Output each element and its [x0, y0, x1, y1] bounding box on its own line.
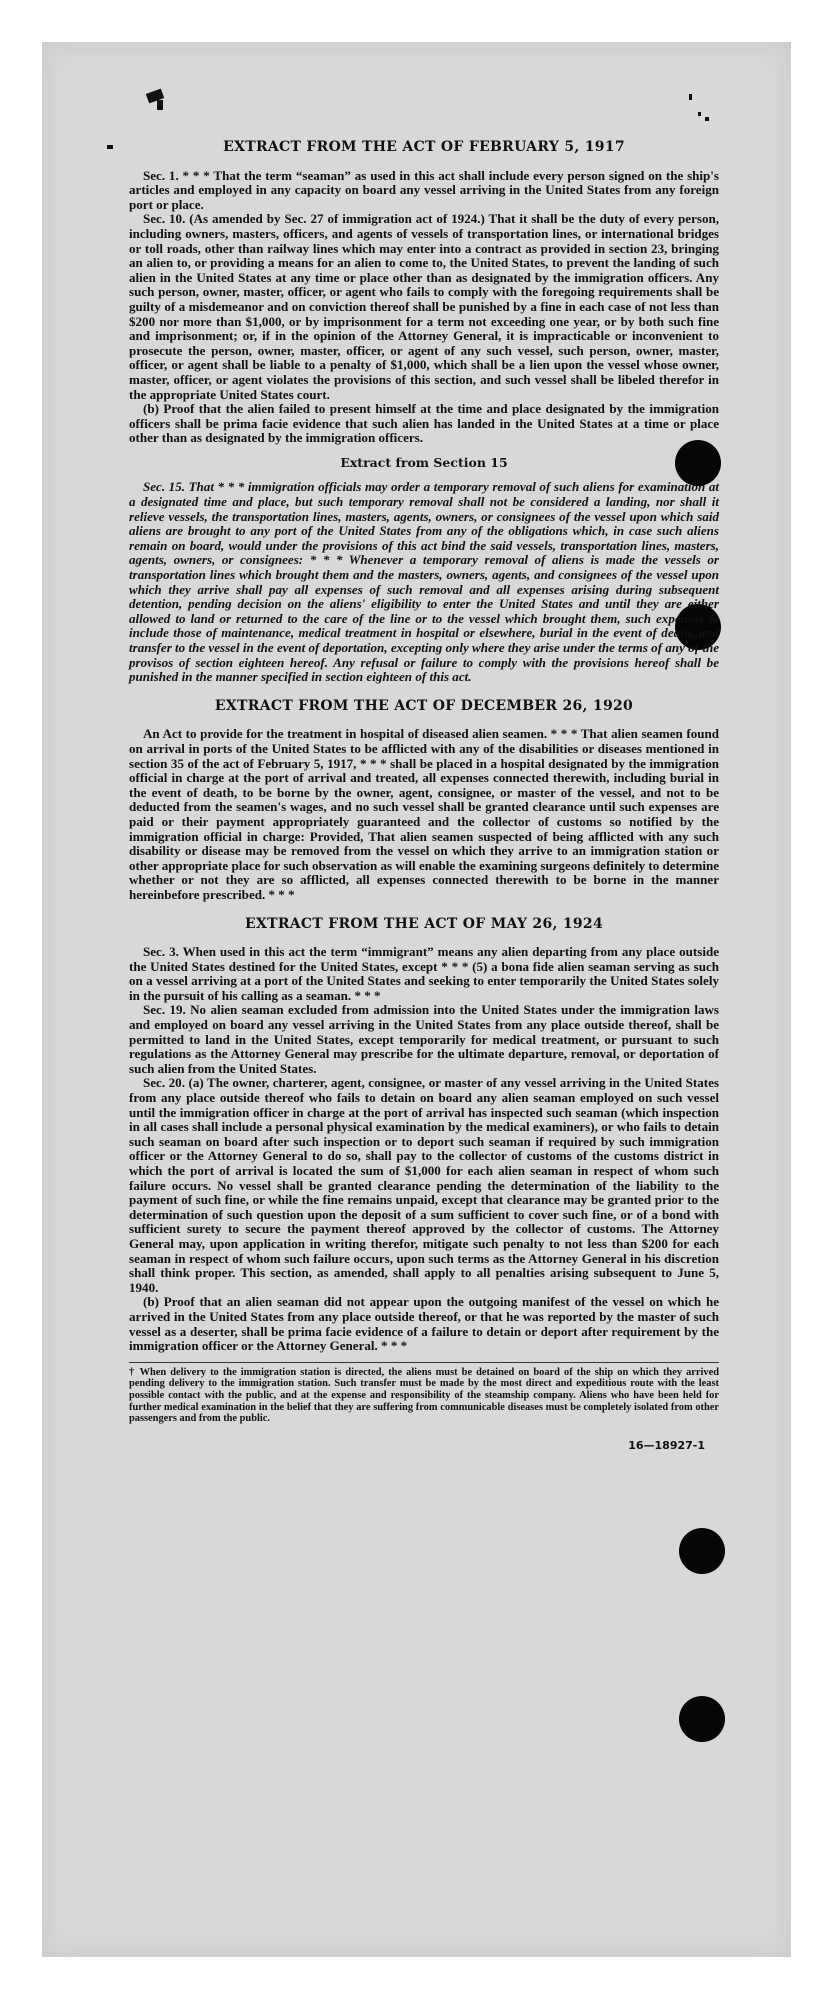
paragraph-sec-10-b: (b) Proof that the alien failed to present himself at the time and place designated by the immigration officers shall be prima facie evidence that such alien has landed in the United States at a time or place other than as designated by the immigration officers.	[129, 401, 719, 446]
form-number: 16—18927-1	[628, 1438, 705, 1452]
paragraph-act-1920: An Act to provide for the treatment in hospital of diseased alien seamen. * * * That alien seamen found on arrival in ports of the United States to be afflicted with any of the disabilities or diseases mentioned in section 35 of the act of February 5, 1917, * * * shall be placed in a hospital designated by the immigration official in charge at the port of arrival and treated, all expenses connected therewith, including burial in the event of death, to be borne by the owner, agent, consignee, or master of the vessel, and not to be deducted from the seamen's wages, and no such vessel shall be granted clearance until such expenses are paid or their payment appropriately guaranteed and the collector of customs so notified by the immigration official in charge: Provided, That alien seamen suspected of being afflicted with any such disability or disease may be removed from the vessel on which they arrive to an immigration station or other appropriate place for such observation as will enable the examining surgeons definitely to determine whether or not they are so afflicted, all expenses connected therewith to be borne in the manner hereinbefore prescribed. * * *	[129, 726, 719, 902]
spacer	[129, 903, 719, 917]
document-text	[129, 140, 719, 1453]
paragraph-sec-1: Sec. 1. * * * That the term “seaman” as used in this act shall include every person signed on the ship's articles and employed in any capacity on board any vessel arriving in the United States from any foreign port or place.	[129, 167, 719, 212]
heading-section-15: Extract from Section 15	[340, 454, 508, 470]
paragraph-sec-15: Sec. 15. That * * * immigration officials may order a temporary removal of such aliens for examination at a designated time and place, but such temporary removal shall not be considered a landing, nor shall it relieve vessels, the transportation lines, masters, agents, owners, or consignees of the vessel upon which said aliens are brought to any port of the United States from any of the obligations which, in case such aliens remain on board, would under the provisions of this act bind the said vessels, transportation lines, masters, agents, owners, or consignees: * * * Whenever a temporary removal of aliens is made the vessels or transportation lines which brought them and the masters, owners, agents, and consignees of the vessel upon which they arrive shall pay all expenses of such removal and all expenses arising during subsequent detention, pending decision on the aliens' eligibility to enter the United States and until they are either allowed to land or returned to the care of the line or to the vessel which brought them, such expenses to include those of maintenance, medical treatment in hospital or elsewhere, burial in the event of death, and transfer to the vessel in the event of deportation, excepting only where they arise under the terms of any of the provisos of section eighteen hereof. Any refusal or failure to comply with the provisions hereof shall be punished in the manner specified in section eighteen of this act.	[129, 479, 719, 685]
heading-act-1920: EXTRACT FROM THE ACT OF DECEMBER 26, 1920	[214, 697, 634, 714]
heading-act-1924: EXTRACT FROM THE ACT OF MAY 26, 1924	[244, 915, 604, 932]
footnote: † When delivery to the immigration station is directed, the aliens must be detained on board of the ship on which they arrived pending delivery to the immigration station. Such transfer must be made by the most direct and expeditious route with the least possible contact with the public, and at the expense and responsibility of the steamship company. Aliens who have been held for further medical examination in the belief that they are suffering from communicable diseases must be completely isolated from other passengers and from the public.	[129, 1362, 719, 1425]
scan-mark	[689, 94, 692, 100]
punch-hole	[679, 1528, 725, 1574]
paragraph-sec-20-b: (b) Proof that an alien seaman did not appear upon the outgoing manifest of the vessel on which he arrived in the United States from any place outside thereof, or that he was reported by the master of such vessel as a deserter, shall be prima facie evidence of a failure to detain or deport after requirement by the immigration officer or the Attorney General. * * *	[129, 1294, 719, 1354]
punch-hole	[679, 1696, 725, 1742]
paragraph-sec-10: Sec. 10. (As amended by Sec. 27 of immigration act of 1924.) That it shall be the duty of every person, including owners, masters, officers, and agents of vessels of transportation lines, or international bridges or toll roads, other than railway lines which may enter into a contract as provided in section 23, bringing an alien to, or providing a means for an alien to come to, the United States, to prevent the landing of such alien in the United States at any time or place other than as designated by the immigration officers. Any such person, owner, master, officer, or agent who fails to comply with the foregoing requirements shall be guilty of a misdemeanor and on conviction thereof shall be punished by a fine in each case of not less than $200 nor more than $1,000, or by imprisonment for a term not exceeding one year, or by both such fine and imprisonment; or, if in the opinion of the Attorney General, it is impracticable or inconvenient to prosecute the person, owner, master, officer, or agent of any such vessel, such person, owner, master, officer, or agent shall be liable to a penalty of $1,000, which shall be a lien upon the vessel whose owner, master, officer, or agent violates the provisions of this section, and such vessel shall be libeled therefor in the appropriate United States court.	[129, 211, 719, 402]
spacer	[129, 685, 719, 699]
heading-act-1917: EXTRACT FROM THE ACT OF FEBRUARY 5, 1917	[223, 139, 625, 155]
paragraph-sec-19: Sec. 19. No alien seaman excluded from admission into the United States under the immigration laws and employed on board any vessel arriving in the United States from any place outside thereof, shall be permitted to land in the United States, except temporarily for medical treatment, or pursuant to such regulations as the Attorney General may prescribe for the ultimate departure, removal, or deportation of such alien from the United States.	[129, 1002, 719, 1076]
paragraph-sec-3: Sec. 3. When used in this act the term “immigrant” means any alien departing from any place outside the United States destined for the United States, except * * * (5) a bona fide alien seaman serving as such on a vessel arriving at a port of the United States and seeking to enter temporarily the United States solely in the pursuit of his calling as a seaman. * * *	[129, 944, 719, 1003]
scan-mark	[107, 145, 113, 149]
section-15-block	[129, 480, 719, 684]
scan-mark	[157, 100, 163, 110]
paragraph-sec-20-a: Sec. 20. (a) The owner, charterer, agent, consignee, or master of any vessel arriving in the United States from any place outside thereof who fails to detain on board any alien seaman employed on such vessel until the immigration officer in charge at the port of arrival has inspected such seaman (which inspection in all cases shall include a personal physical examination by the medical examiners), or who fails to detain such seaman on board after such inspection or to deport such seaman if required by such immigration officer or the Attorney General to do so, shall pay to the collector of customs of the customs district in which the port of arrival is located the sum of $1,000 for each alien seaman in respect of whom such failure occurs. No vessel shall be granted clearance pending the determination of the liability to the payment of such fine, or while the fine remains unpaid, except that clearance may be granted prior to the determination of such question upon the deposit of a sum sufficient to cover such fine, or of a bond with sufficient surety to secure the payment thereof approved by the collector of customs. The Attorney General may, upon application in writing therefor, mitigate such penalty to not less than $200 for each seaman in respect of whom such failure occurs, upon such terms as the Attorney General in his discretion shall think proper. This section, as amended, shall apply to all penalties arising subsequent to June 5, 1940.	[129, 1075, 719, 1295]
scan-mark	[705, 117, 709, 121]
scan-mark	[698, 112, 701, 116]
